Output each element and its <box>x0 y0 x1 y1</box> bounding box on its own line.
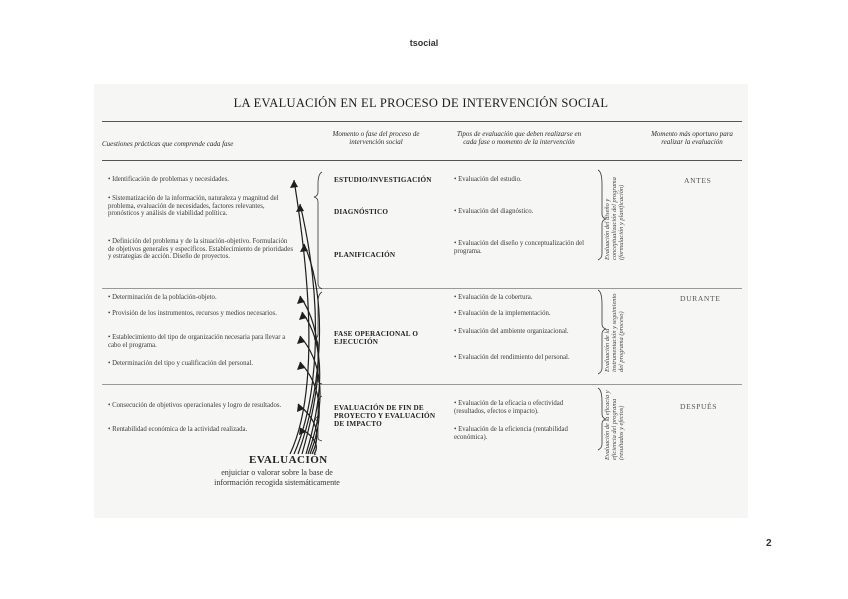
item-instrumentos: • Provisión de los instrumentos, recursos y medios necesarios. <box>108 310 294 318</box>
phase-brace-1 <box>314 172 322 289</box>
moment-antes: ANTES <box>684 176 712 185</box>
eval-brace-3 <box>598 388 606 450</box>
evaluacion-title: EVALUACIÓN <box>249 454 328 466</box>
column-header-cuestiones: Cuestiones prácticas que comprende cada fase <box>102 140 234 148</box>
brace-label-instrumentacion: Evaluación de la instrumentación y seguimiento del programa (proceso) <box>604 293 625 372</box>
item-organizacion: • Establecimiento del tipo de organización necesaria para llevar a cabo el programa. <box>108 334 294 349</box>
column-header-momento-fase: Momento o fase del proceso de intervención social <box>332 130 420 146</box>
item-definicion: • Definición del problema y de la situación-objetivo. Formulación de objetivos generales y específicos. Establecimiento de prioridades y estrategias de acción. Diseño de proyectos. <box>108 238 294 261</box>
moment-durante: DURANTE <box>680 294 721 303</box>
phase-ejecucion: FASE OPERACIONAL O EJECUCIÓN <box>334 330 419 346</box>
phase-fin-proyecto: EVALUACIÓN DE FIN DE PROYECTO Y EVALUACIÓN DE IMPACTO <box>334 404 436 428</box>
page-number: 2 <box>766 538 772 549</box>
phase-estudio: ESTUDIO/INVESTIGACIÓN <box>334 176 432 184</box>
evaluacion-subtitle: enjuiciar o valorar sobre la base de información recogida sistemáticamente <box>214 468 340 487</box>
arrowhead-5 <box>299 312 307 320</box>
eval-diseno: • Evaluación del diseño y conceptualización del programa. <box>454 240 594 255</box>
item-poblacion-objeto: • Determinación de la población-objeto. <box>108 294 294 302</box>
item-objetivos: • Consecución de objetivos operacionales y logro de resultados. <box>108 402 294 410</box>
brace-label-diseno: Evaluación del diseño y conceptualización del programa (formulación y planificación) <box>604 177 625 260</box>
column-header-momento-oportuno: Momento más oportuno para realizar la evaluación <box>651 130 733 146</box>
eval-diagnostico: • Evaluación del diagnóstico. <box>454 208 594 216</box>
eval-brace-2 <box>598 290 606 374</box>
figure-title: LA EVALUACIÓN EN EL PROCESO DE INTERVENCIÓN SOCIAL <box>233 96 609 110</box>
diagram-lines <box>94 84 748 518</box>
eval-implementacion: • Evaluación de la implementación. <box>454 310 594 318</box>
arrowhead-1 <box>290 180 298 188</box>
item-identificacion: • Identificación de problemas y necesidades. <box>108 176 288 184</box>
phase-diagnostico: DIAGNÓSTICO <box>334 208 389 216</box>
eval-rendimiento: • Evaluación del rendimiento del personal. <box>454 354 594 362</box>
item-rentabilidad: • Rentabilidad económica de la actividad realizada. <box>108 426 294 434</box>
item-personal: • Determinación del tipo y cualificación del personal. <box>108 360 294 368</box>
column-header-tipos-evaluacion: Tipos de evaluación que deben realizarse en cada fase o momento de la intervención <box>456 130 582 146</box>
arrowhead-2 <box>296 204 304 212</box>
eval-estudio: • Evaluación del estudio. <box>454 176 594 184</box>
document-header: tsocial <box>409 38 439 48</box>
eval-brace-1 <box>598 170 606 260</box>
eval-eficiencia: • Evaluación de la eficiencia (rentabilidad económica). <box>454 426 594 441</box>
brace-label-eficacia: Evaluación de la eficacia y eficiencia del programa (resultados y efectos) <box>604 390 625 460</box>
moment-despues: DESPUÉS <box>680 402 718 411</box>
eval-cobertura: • Evaluación de la cobertura. <box>454 294 594 302</box>
eval-ambiente: • Evaluación del ambiente organizacional. <box>454 328 594 336</box>
figure-scan <box>94 84 748 518</box>
arrowhead-3 <box>300 244 308 252</box>
item-sistematizacion: • Sistematización de la información, naturaleza y magnitud del problema, evaluación de necesidades, factores relevantes, pronósticos y análisis de viabilidad política. <box>108 195 294 218</box>
phase-planificacion: PLANIFICACIÓN <box>334 251 396 259</box>
eval-eficacia: • Evaluación de la eficacia o efectividad (resultados, efectos e impacto). <box>454 400 594 415</box>
